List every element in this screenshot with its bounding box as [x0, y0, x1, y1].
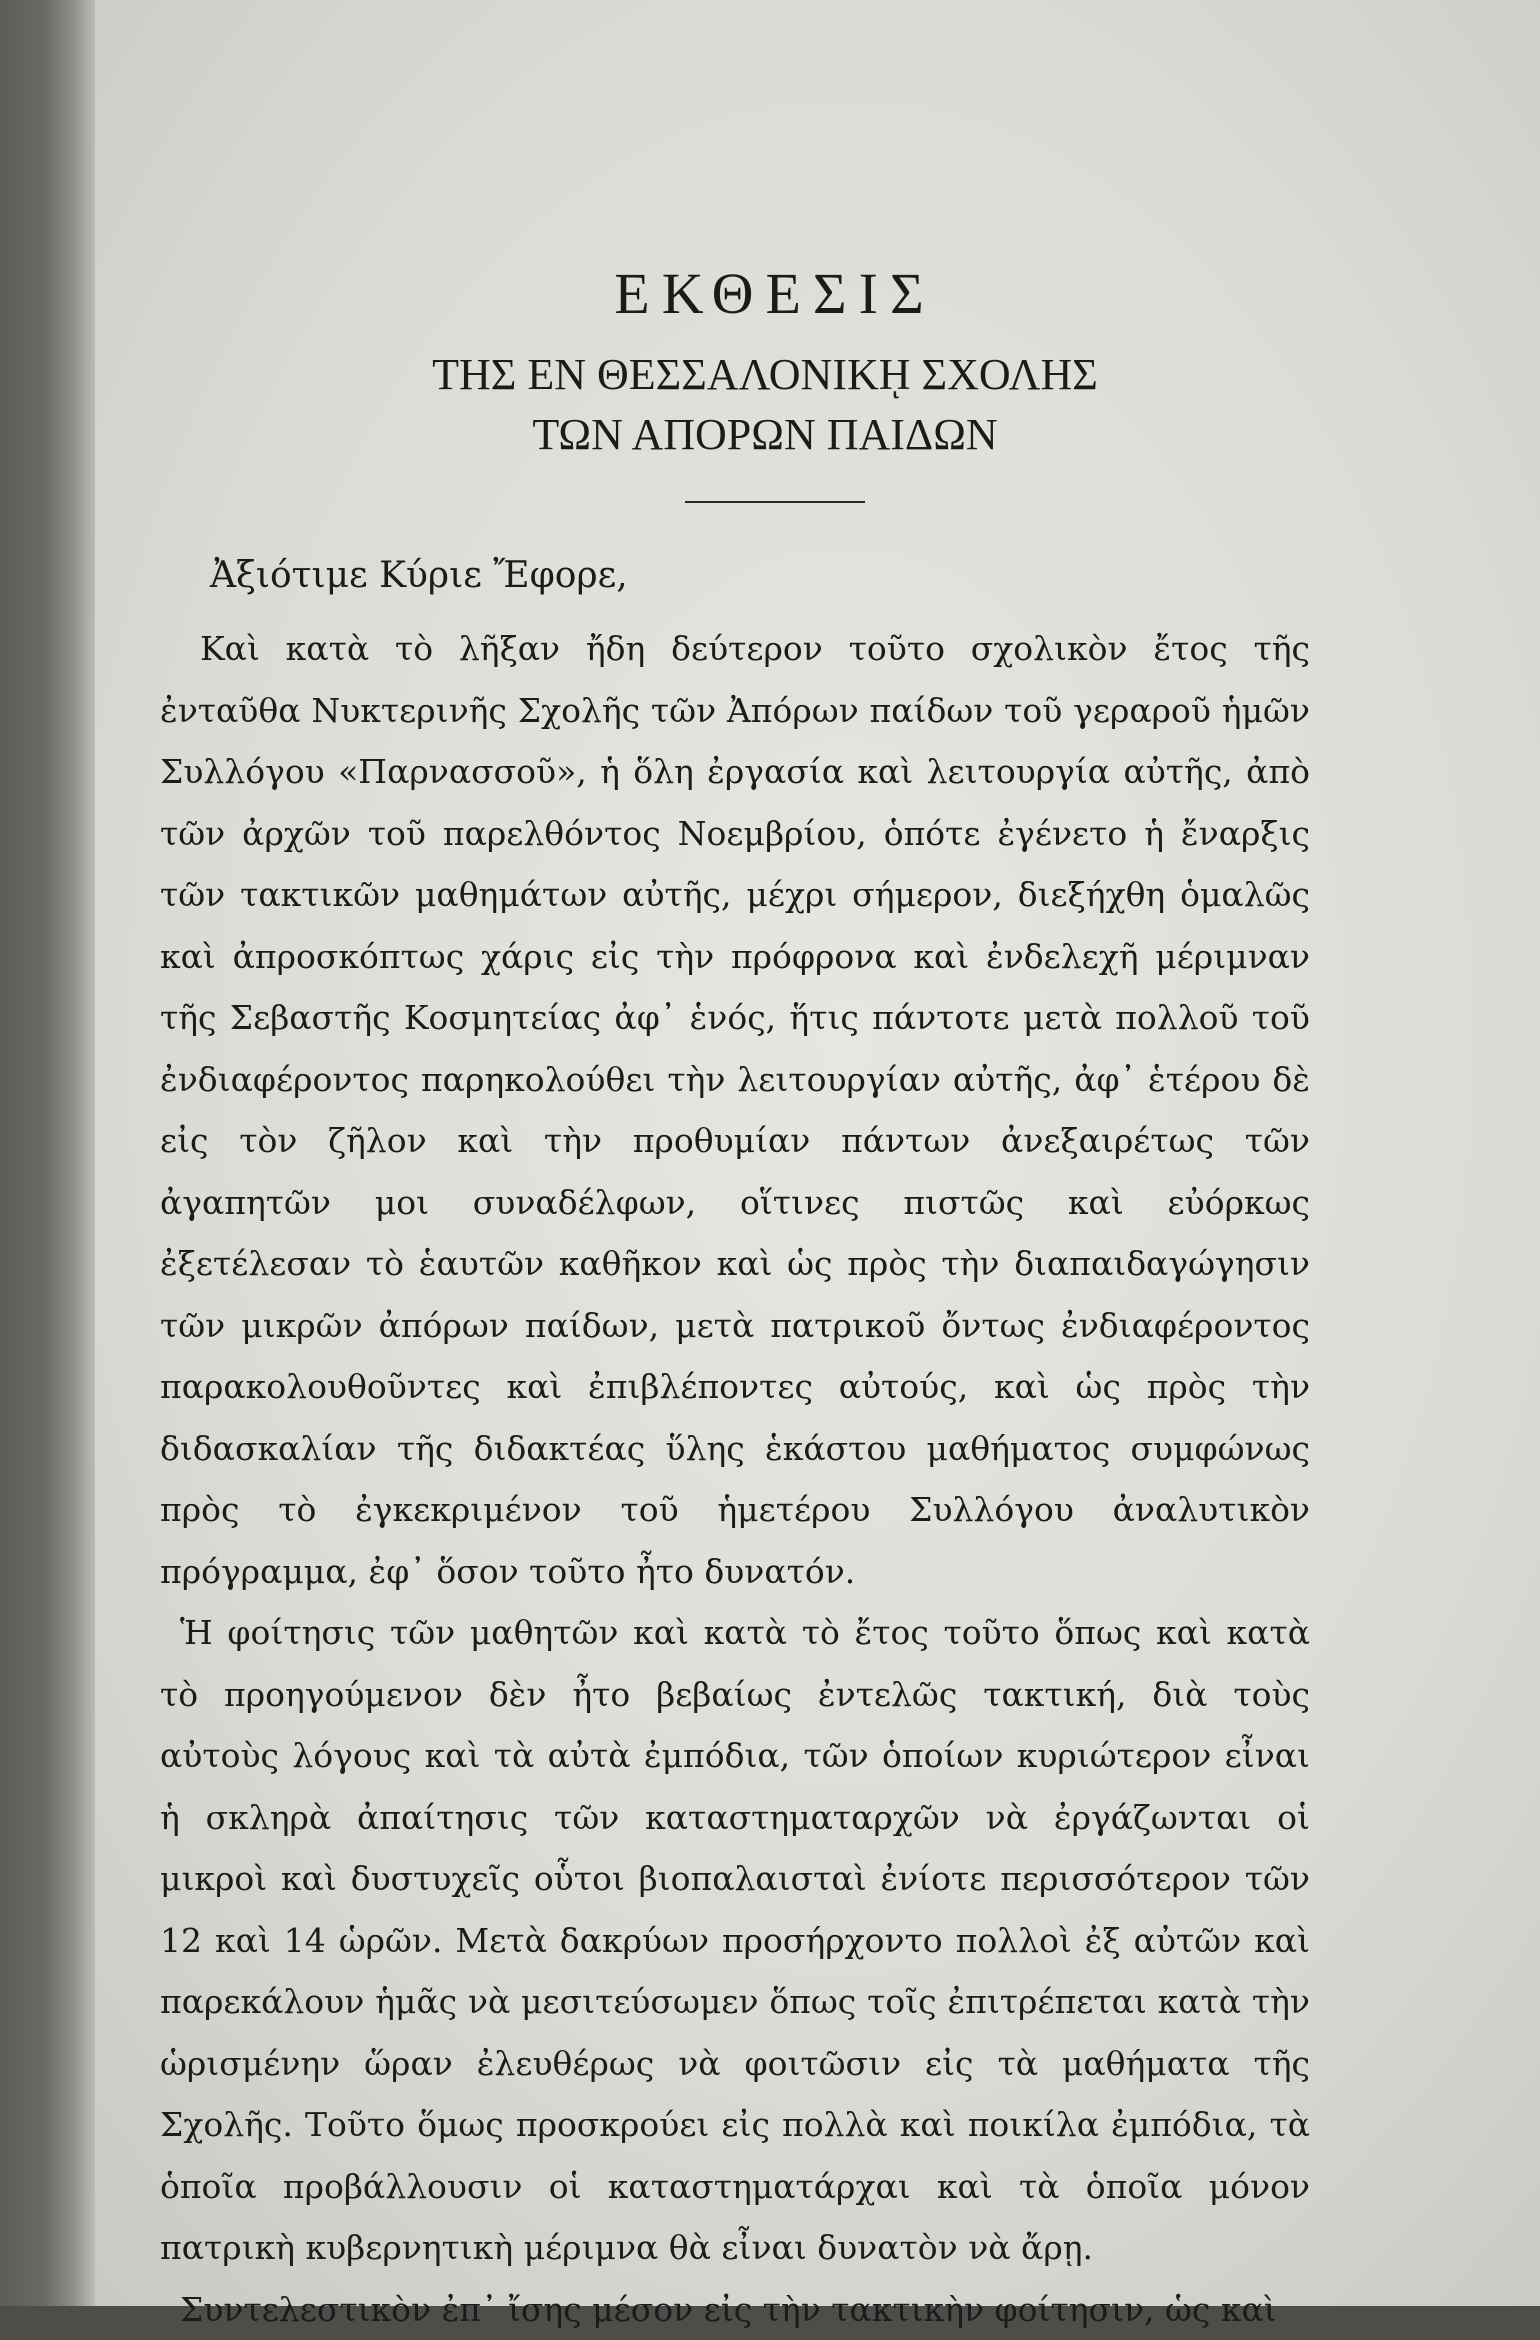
paragraph-2: Ἡ φοίτησις τῶν μαθητῶν καὶ κατὰ τὸ ἔτος τοῦτο ὅπως καὶ κατὰ τὸ προηγούμενον δὲν ἦτο βεβαίως ἐντελῶς τακτική, διὰ τοὺς αὐτοὺς λόγους καὶ τὰ αὐτὰ ἐμπόδια, τῶν ὁποίων κυριώτερον εἶναι ἡ σκληρὰ ἀπαίτησις τῶν καταστηματαρχῶν νὰ ἐργάζωνται οἱ μικροὶ καὶ δυστυχεῖς οὗτοι βιοπαλαισταὶ ἐνίοτε περισσότερον τῶν 12 καὶ 14 ὡρῶν. Μετὰ δακρύων προσήρχοντο πολλοὶ ἐξ αὐτῶν καὶ παρεκάλουν ἡμᾶς νὰ μεσιτεύσωμεν ὅπως τοῖς ἐπιτρέπεται κατὰ τὴν ὡρισμένην ὥραν ἐλευθέρως νὰ φοιτῶσιν εἰς τὰ μαθήματα τῆς Σχολῆς. Τοῦτο ὅμως προσκρούει εἰς πολλὰ καὶ ποικίλα ἐμπόδια, τὰ ὁποῖα προβάλλουσιν οἱ καταστηματάρχαι καὶ τὰ ὁποῖα μόνον πατρικὴ κυβερνητικὴ μέριμνα θὰ εἶναι δυνατὸν νὰ ἄρῃ. [160, 1602, 1310, 2279]
title-divider [685, 501, 865, 503]
report-body [160, 618, 1310, 2340]
subtitle-line-2: ΤΩΝ ΑΠΟΡΩΝ ΠΑΙΔΩΝ [220, 405, 1310, 465]
paragraph-3: Συντελεστικὸν ἐπ᾽ ἴσης μέσον εἰς τὴν τακτικὴν φοίτησιν, ὡς καὶ [160, 2279, 1310, 2340]
report-title: ΕΚΘΕΣΙΣ [240, 260, 1310, 327]
salutation: Ἀξιότιμε Κύριε Ἔφορε, [210, 555, 1310, 596]
document-page [160, 260, 1310, 2340]
report-subtitle [220, 345, 1310, 465]
paragraph-1: Καὶ κατὰ τὸ λῆξαν ἤδη δεύτερον τοῦτο σχολικὸν ἔτος τῆς ἐνταῦθα Νυκτερινῆς Σχολῆς τῶν Ἀπόρων παίδων τοῦ γεραροῦ ἡμῶν Συλλόγου «Παρνασσοῦ», ἡ ὅλη ἐργασία καὶ λειτουργία αὐτῆς, ἀπὸ τῶν ἀρχῶν τοῦ παρελθόντος Νοεμβρίου, ὁπότε ἐγένετο ἡ ἔναρξις τῶν τακτικῶν μαθημάτων αὐτῆς, μέχρι σήμερον, διεξήχθη ὁμαλῶς καὶ ἀπροσκόπτως χάρις εἰς τὴν πρόφρονα καὶ ἐνδελεχῆ μέριμναν τῆς Σεβαστῆς Κοσμητείας ἀφ᾽ ἑνός, ἥτις πάντοτε μετὰ πολλοῦ τοῦ ἐνδιαφέροντος παρηκολούθει τὴν λειτουργίαν αὐτῆς, ἀφ᾽ ἑτέρου δὲ εἰς τὸν ζῆλον καὶ τὴν προθυμίαν πάντων ἀνεξαιρέτως τῶν ἀγαπητῶν μοι συναδέλφων, οἵτινες πιστῶς καὶ εὐόρκως ἐξετέλεσαν τὸ ἑαυτῶν καθῆκον καὶ ὡς πρὸς τὴν διαπαιδαγώγησιν τῶν μικρῶν ἀπόρων παίδων, μετὰ πατρικοῦ ὄντως ἐνδιαφέροντος παρακολουθοῦντες καὶ ἐπιβλέποντες αὐτούς, καὶ ὡς πρὸς τὴν διδασκαλίαν τῆς διδακτέας ὕλης ἑκάστου μαθήματος συμφώνως πρὸς τὸ ἐγκεκριμένον τοῦ ἡμετέρου Συλλόγου ἀναλυτικὸν πρόγραμμα, ἐφ᾽ ὅσον τοῦτο ἦτο δυνατόν. [160, 618, 1310, 1602]
page-shadow-edge [0, 0, 95, 2306]
subtitle-line-1: ΤΗΣ ΕΝ ΘΕΣΣΑΛΟΝΙΚῌ ΣΧΟΛΗΣ [220, 345, 1310, 405]
